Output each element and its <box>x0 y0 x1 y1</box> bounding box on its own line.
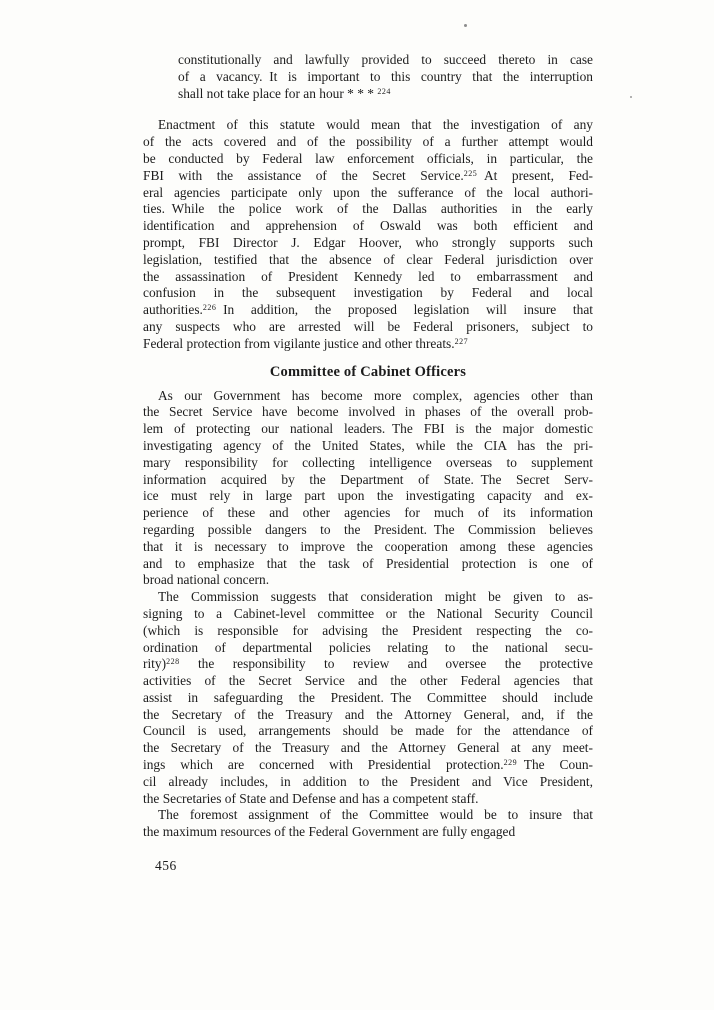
text-line: mary responsibility for collecting intelligence overseas to supplement <box>143 454 593 470</box>
text-line: broad national concern. <box>143 572 270 588</box>
text-line: the Secretary of the Treasury and the Attorney General at any meet- <box>143 740 593 756</box>
footnote-ref: 228 <box>166 657 180 667</box>
block-quote <box>178 52 593 102</box>
section-heading: Committee of Cabinet Officers <box>269 363 467 380</box>
paragraph <box>143 589 593 807</box>
text-line: authorities.$^{226}$ In addition, the proposed legislation will insure that <box>143 302 593 318</box>
text-line: ties. While the police work of the Dallas authorities in the early <box>143 201 593 217</box>
text-line: assist in safeguarding the President. The Committee should include <box>143 689 593 705</box>
text-line: ordination of departmental policies relating to the national secu- <box>143 639 593 655</box>
paragraph <box>143 117 593 352</box>
text-line: perience of these and other agencies for much of its information <box>143 505 593 521</box>
text-line: eral agencies participate only upon the sufferance of the local authori- <box>143 184 593 200</box>
scan-speck <box>464 24 467 27</box>
paragraph <box>143 388 593 590</box>
text-line: any suspects who are arrested will be Federal prisoners, subject to <box>143 318 593 334</box>
text-line: Enactment of this statute would mean that the investigation of any <box>158 117 593 133</box>
text-line: ings which are concerned with Presidential protection.$^{229}$ The Coun- <box>143 757 594 773</box>
text-line: Federal protection from vigilante justice and other threats.$^{227}$ <box>143 335 469 351</box>
text-line: signing to a Cabinet-level committee or the National Security Council <box>143 605 593 621</box>
text-line: be conducted by Federal law enforcement officials, in particular, the <box>143 150 593 166</box>
text-line: rity)$^{228}$ the responsibility to review and oversee the protective <box>143 656 593 672</box>
footnote-ref: 226 <box>202 303 217 313</box>
page-text <box>143 52 593 875</box>
paragraph <box>143 807 593 841</box>
text-line: shall not take place for an hour * * * $^{224}$ <box>178 85 391 101</box>
text-line: cil already includes, in addition to the President and Vice President, <box>143 773 593 789</box>
text-line: legislation, testified that the absence of clear Federal jurisdiction over <box>143 251 593 267</box>
text-line: of the acts covered and of the possibility of a further attempt would <box>143 134 593 150</box>
footnote-ref: 224 <box>377 86 391 96</box>
footnote-ref: 225 <box>463 168 478 178</box>
page-number: 456 <box>155 858 177 874</box>
text-line: regarding possible dangers to the President. The Commission believes <box>143 521 593 537</box>
scan-speck <box>630 96 632 98</box>
text-line: prompt, FBI Director J. Edgar Hoover, who strongly supports such <box>143 234 593 250</box>
text-line: the Secretaries of State and Defense and has a competent staff. <box>143 790 479 806</box>
text-line: Council is used, arrangements should be made for the attendance of <box>143 723 593 739</box>
footnote-ref: 229 <box>503 758 518 768</box>
text-line: the Secret Service have become involved in phases of the overall prob- <box>143 404 593 420</box>
text-line: the assassination of President Kennedy led to embarrassment and <box>143 268 593 284</box>
text-line: identification and apprehension of Oswald was both efficient and <box>143 218 593 234</box>
text-line: and to emphasize that the task of Presidential protection is one of <box>143 555 593 571</box>
text-line: of a vacancy. It is important to this country that the interruption <box>178 68 593 84</box>
text-line: the Secretary of the Treasury and the Attorney General, and, if the <box>143 706 593 722</box>
text-line: As our Government has become more complex, agencies other than <box>158 387 593 403</box>
footnote-ref: 227 <box>454 336 469 346</box>
text-line: ice must rely in large part upon the investigating capacity and ex- <box>143 488 593 504</box>
text-line: that it is necessary to improve the cooperation among these agencies <box>143 538 593 554</box>
text-line: The foremost assignment of the Committee would be to insure that <box>158 807 593 823</box>
text-line: lem of protecting our national leaders. The FBI is the major domestic <box>143 421 593 437</box>
text-line: (which is responsible for advising the President respecting the co- <box>143 622 593 638</box>
text-line: confusion in the subsequent investigation by Federal and local <box>143 285 593 301</box>
text-line: constitutionally and lawfully provided to succeed thereto in case <box>178 52 593 67</box>
text-line: information acquired by the Department of State. The Secret Serv- <box>143 471 593 487</box>
text-line: FBI with the assistance of the Secret Service.$^{225}$ At present, Fed- <box>143 167 594 183</box>
text-line: investigating agency of the United States, while the CIA has the pri- <box>143 437 593 453</box>
text-line: The Commission suggests that consideration might be given to as- <box>158 589 593 605</box>
text-line: the maximum resources of the Federal Government are fully engaged <box>143 824 516 840</box>
text-line: activities of the Secret Service and the other Federal agencies that <box>143 673 593 689</box>
